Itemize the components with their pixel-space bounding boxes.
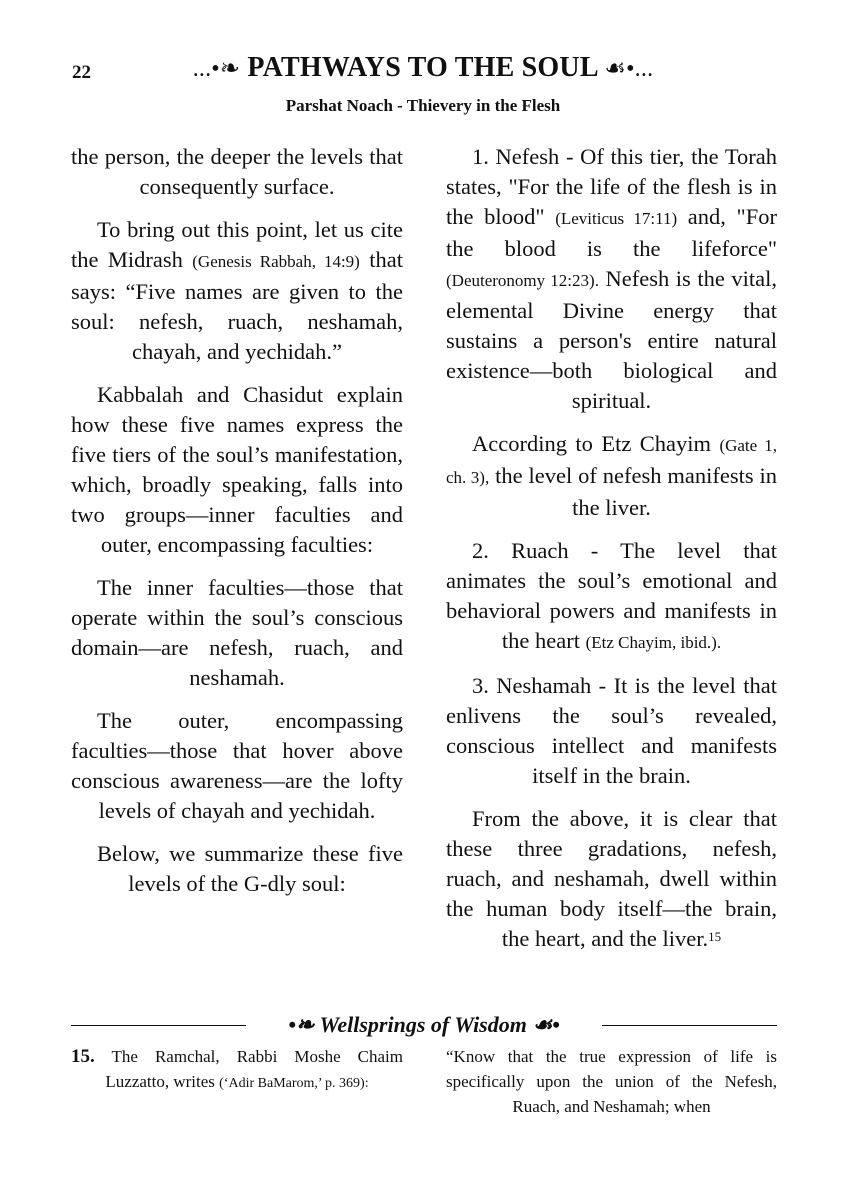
page-number: 22: [72, 62, 91, 83]
left-paragraph-2: [71, 215, 403, 367]
footnote-15: [71, 1044, 403, 1096]
citation: (Gate 1, ch. 3),: [446, 436, 777, 487]
citation: (Deuteronomy 12:23).: [446, 271, 599, 290]
citation: (Leviticus 17:11): [555, 209, 678, 228]
footnote-divider: [71, 1012, 777, 1040]
left-paragraph-6: Below, we summarize these five levels of the G-dly soul:: [97, 841, 403, 896]
text: the level of nefesh manifests in the liver.: [495, 463, 777, 520]
right-paragraph-5: [446, 804, 777, 954]
right-paragraph-4: 3. Neshamah - It is the level that enlivens the soul’s revealed, conscious intellect and manifests itself in the brain.: [446, 673, 777, 788]
footnote-right: [446, 1044, 777, 1119]
left-paragraph-1: the person, the deeper the levels that consequently surface.: [71, 144, 403, 199]
divider-line-left: [71, 1025, 246, 1026]
footnote-reference[interactable]: 15: [708, 929, 722, 944]
text: From the above, it is clear that these three gradations, nefesh, ruach, and neshamah, dwell within the human body itself—the brain, the heart, and the liver.: [446, 806, 777, 951]
text: Nefesh is the vital, elemental Divine energy that sustains a person's entire natural existence—both biological and spiritual.: [446, 266, 777, 413]
footnote-15-continued: “Know that the true expression of life is specifically upon the union of the Nefesh, Ruach, and Neshamah; when: [446, 1047, 777, 1116]
text: According to Etz Chayim: [472, 431, 711, 456]
divider-line-right: [602, 1025, 777, 1026]
wellsprings-label: •❧ Wellsprings of Wisdom ☙•: [288, 1012, 560, 1037]
chapter-subtitle: Parshat Noach - Thievery in the Flesh: [285, 96, 561, 115]
header-ornament-left: ...•❧: [192, 56, 241, 82]
text: 1. Nefesh - Of this tier, the Torah states, "For the life of the flesh is in the blood": [446, 144, 777, 229]
citation: (Etz Chayim, ibid.).: [585, 633, 722, 652]
right-paragraph-3: [446, 536, 777, 658]
left-paragraph-4: The inner faculties—those that operate within the soul’s conscious domain—are nefesh, ruach, and neshamah.: [71, 575, 403, 690]
text: and, "For the blood is the lifeforce": [446, 204, 777, 261]
header-ornament-right: ☙•...: [604, 56, 654, 82]
right-paragraph-2: [446, 429, 777, 523]
text: that says: “Five names are given to the soul: nefesh, ruach, neshamah, chayah, and yechidah.”: [71, 247, 403, 364]
book-title: PATHWAYS TO THE SOUL: [247, 52, 598, 83]
left-paragraph-3: Kabbalah and Chasidut explain how these five names express the five tiers of the soul’s manifestation, which, broadly speaking, falls into two groups—inner faculties and outer, encompassing faculties:: [71, 382, 403, 557]
left-paragraph-5: The outer, encompassing faculties—those that hover above conscious awareness—are the lofty levels of chayah and yechidah.: [71, 708, 403, 823]
footnote-number: 15.: [71, 1046, 95, 1067]
footnote-text: The Ramchal, Rabbi Moshe Chaim Luzzatto, writes: [105, 1047, 403, 1091]
footnote-citation: (‘Adir BaMarom,’ p. 369):: [219, 1076, 369, 1091]
right-column: [446, 142, 777, 967]
text: To bring out this point, let us cite the Midrash: [71, 217, 403, 272]
footnote-left: [71, 1044, 403, 1096]
running-header: [0, 52, 846, 84]
citation: (Genesis Rabbah, 14:9): [192, 252, 360, 271]
left-column: [71, 142, 403, 912]
text: 2. Ruach - The level that animates the soul’s emotional and behavioral powers and manifests in the heart: [446, 538, 777, 653]
right-paragraph-1: [446, 142, 777, 416]
